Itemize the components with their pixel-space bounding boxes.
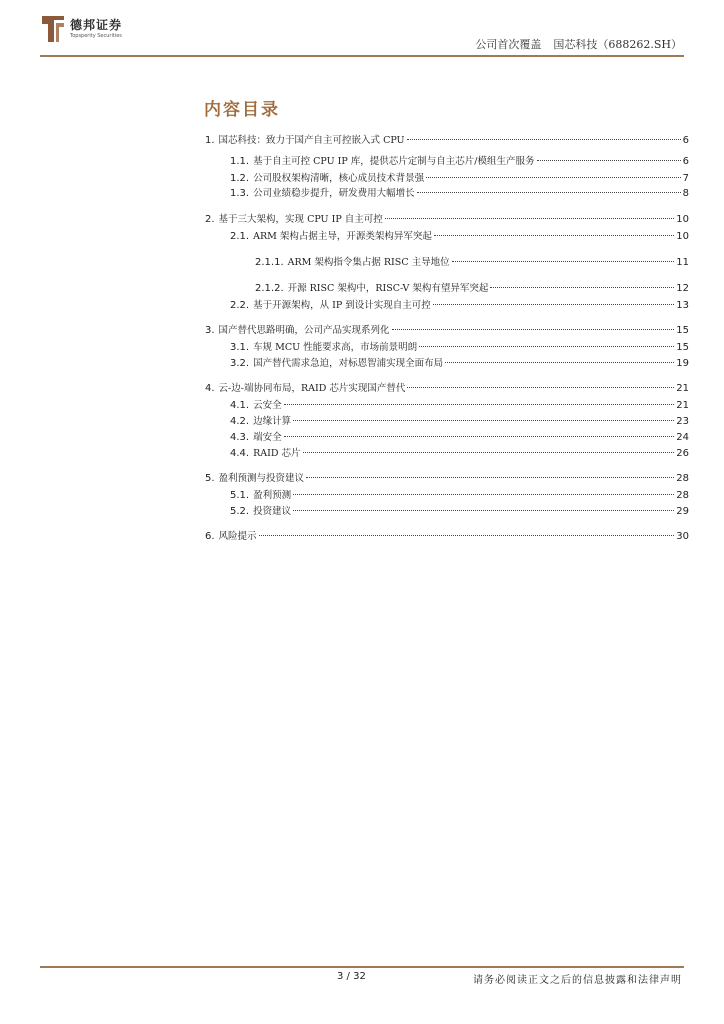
report-type: 公司首次覆盖 [475, 38, 542, 51]
company-name: 国芯科技（688262.SH） [553, 38, 682, 51]
toc-entry-title: 国芯科技：致力于国产自主可控嵌入式 CPU [218, 135, 405, 146]
toc-entry-page: 29 [676, 506, 689, 517]
toc-entry[interactable]: 1.2. 公司股权架构清晰，核心成员技术背景强 7 [205, 170, 689, 185]
toc-entry[interactable]: 2.1.1. ARM 架构指令集占据 RISC 主导地位 11 [205, 254, 689, 269]
legal-disclaimer: 请务必阅读正文之后的信息披露和法律声明 [473, 975, 682, 986]
toc-entry[interactable]: 5.2. 投资建议 29 [205, 503, 689, 518]
brand-name-en: Topsperity Securities [70, 33, 122, 39]
toc-entry-page: 28 [676, 490, 689, 501]
toc-entry[interactable]: 4.4. RAID 芯片 26 [205, 445, 689, 460]
header-divider [40, 55, 684, 57]
toc-entry-page: 11 [676, 257, 689, 268]
toc-entry[interactable]: 1. 国芯科技：致力于国产自主可控嵌入式 CPU 6 [205, 132, 689, 147]
toc-entry[interactable]: 4.3. 端安全 24 [205, 429, 689, 444]
toc-entry-page: 8 [682, 188, 689, 199]
brand-mark-icon [40, 14, 66, 44]
toc-entry-page: 28 [676, 473, 689, 484]
toc-entry-page: 6 [682, 156, 689, 167]
toc-entry[interactable]: 5.1. 盈利预测 28 [205, 487, 689, 502]
toc-entry-page: 19 [676, 358, 689, 369]
toc-entry[interactable]: 1.1. 基于自主可控 CPU IP 库，提供芯片定制与自主芯片/模组生产服务 6 [205, 153, 689, 168]
toc-title: 内容目录 [204, 100, 280, 120]
toc-entry-title: 云安全 [253, 400, 282, 411]
toc-entry-title: 基于自主可控 CPU IP 库，提供芯片定制与自主芯片/模组生产服务 [253, 156, 535, 167]
toc-entry-title: 国产替代思路明确，公司产品实现系列化 [218, 325, 390, 336]
toc-entry-page: 15 [676, 342, 689, 353]
toc-entry-title: ARM 架构占据主导，开源类架构异军突起 [253, 231, 432, 242]
toc-entry-title: 盈利预测 [253, 490, 292, 501]
toc-entry[interactable]: 4. 云-边-端协同布局，RAID 芯片实现国产替代 21 [205, 380, 689, 395]
toc-entry-title: RAID 芯片 [253, 448, 301, 459]
toc-entry[interactable]: 3.2. 国产替代需求急迫，对标恩智浦实现全面布局 19 [205, 355, 689, 370]
toc-entry-page: 23 [676, 416, 689, 427]
toc-entry-page: 30 [676, 531, 689, 542]
toc-entry-page: 15 [676, 325, 689, 336]
toc-entry-title: 公司股权架构清晰，核心成员技术背景强 [253, 173, 425, 184]
toc-entry-page: 13 [676, 300, 689, 311]
toc-entry-title: 投资建议 [253, 506, 292, 517]
footer-divider [40, 966, 684, 968]
toc-entry-title: 车规 MCU 性能要求高，市场前景明朗 [253, 342, 418, 353]
toc-entry[interactable]: 6. 风险提示 30 [205, 528, 689, 543]
toc-entry-page: 7 [682, 173, 689, 184]
toc-entry[interactable]: 2.1. ARM 架构占据主导，开源类架构异军突起 10 [205, 228, 689, 243]
toc-entry-title: 开源 RISC 架构中，RISC-V 架构有望异军突起 [287, 283, 489, 294]
toc-entry-title: 风险提示 [218, 531, 257, 542]
toc-entry[interactable]: 2.2. 基于开源架构，从 IP 到设计实现自主可控 13 [205, 297, 689, 312]
toc-entry[interactable]: 3. 国产替代思路明确，公司产品实现系列化 15 [205, 322, 689, 337]
toc-entry[interactable]: 2.1.2. 开源 RISC 架构中，RISC-V 架构有望异军突起 12 [205, 280, 689, 295]
toc-entry-page: 10 [676, 231, 689, 242]
toc-entry-title: 公司业绩稳步提升，研发费用大幅增长 [253, 188, 415, 199]
toc-entry[interactable]: 4.1. 云安全 21 [205, 397, 689, 412]
toc-entry-title: 云-边-端协同布局，RAID 芯片实现国产替代 [218, 383, 406, 394]
toc-entry-page: 12 [676, 283, 689, 294]
report-header [475, 36, 682, 52]
brand-logo [40, 14, 122, 44]
toc-entry-title: 基于开源架构，从 IP 到设计实现自主可控 [253, 300, 431, 311]
toc-entry[interactable]: 5. 盈利预测与投资建议 28 [205, 470, 689, 485]
toc-entry-title: ARM 架构指令集占据 RISC 主导地位 [287, 257, 450, 268]
toc-entry-title: 盈利预测与投资建议 [218, 473, 305, 484]
toc-entry-page: 21 [676, 400, 689, 411]
toc-entry-page: 26 [676, 448, 689, 459]
toc-entry[interactable]: 4.2. 边缘计算 23 [205, 413, 689, 428]
toc-entry-title: 基于三大架构，实现 CPU IP 自主可控 [218, 214, 383, 225]
brand-name-cn: 德邦证券 [70, 18, 123, 32]
page-number: 3 / 32 [337, 971, 366, 982]
toc-entry[interactable]: 1.3. 公司业绩稳步提升，研发费用大幅增长 8 [205, 185, 689, 200]
toc-entry-page: 6 [682, 135, 689, 146]
toc-entry-title: 国产替代需求急迫，对标恩智浦实现全面布局 [253, 358, 444, 369]
toc-entry[interactable]: 2. 基于三大架构，实现 CPU IP 自主可控 10 [205, 211, 689, 226]
toc-entry[interactable]: 3.1. 车规 MCU 性能要求高，市场前景明朗 15 [205, 339, 689, 354]
toc-entry-title: 端安全 [253, 432, 282, 443]
toc-entry-page: 21 [676, 383, 689, 394]
toc-entry-page: 24 [676, 432, 689, 443]
toc-entry-page: 10 [676, 214, 689, 225]
toc-entry-title: 边缘计算 [253, 416, 292, 427]
